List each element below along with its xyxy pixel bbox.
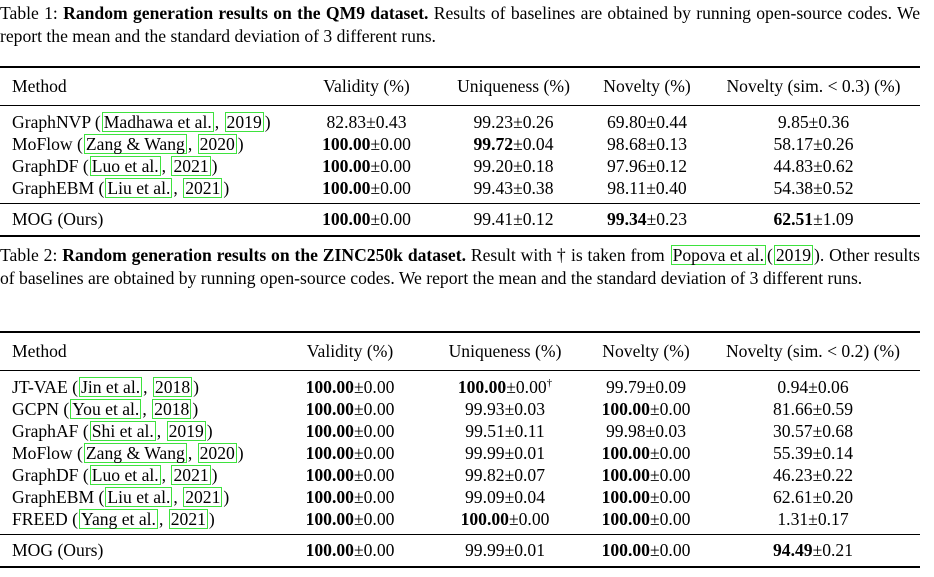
method-cell: GraphAF ( Shi et al. , 2019 ) bbox=[12, 421, 213, 441]
method-cell: GraphDF ( Luo et al. , 2021 ) bbox=[12, 465, 218, 485]
uniqueness-cell: 99.09±0.04 bbox=[464, 487, 546, 507]
validity-cell: 100.00±0.00 bbox=[322, 178, 411, 198]
table2-col-uniqueness: Uniqueness (%) bbox=[448, 341, 562, 361]
validity-cell: 100.00±0.00 bbox=[305, 421, 395, 441]
novelty-sim-cell: 94.49±0.21 bbox=[772, 540, 854, 560]
novelty-sim-cell: 0.94±0.06 bbox=[777, 377, 849, 397]
citation-year-link[interactable]: 2019 bbox=[168, 421, 204, 441]
method-cell: GraphEBM ( Liu et al. , 2021 ) bbox=[12, 487, 230, 507]
citation-year-link[interactable]: 2018 bbox=[154, 377, 191, 397]
table-row bbox=[0, 133, 920, 155]
table2-header-row bbox=[0, 332, 920, 371]
method-name: MoFlow bbox=[12, 134, 73, 154]
method-name: FREED bbox=[12, 509, 68, 529]
table1-header-row bbox=[0, 67, 920, 106]
citation-year-link[interactable]: 2021 bbox=[170, 509, 206, 529]
novelty-sim-cell: 81.66±0.59 bbox=[772, 399, 854, 419]
uniqueness-cell: 99.23±0.26 bbox=[473, 112, 554, 132]
validity-cell: 100.00±0.00 bbox=[322, 156, 411, 176]
validity-cell: 100.00±0.00 bbox=[322, 134, 411, 154]
table1-caption-title: Random generation results on the QM9 dataset. bbox=[63, 3, 429, 23]
table2-col-validity: Validity (%) bbox=[306, 341, 394, 361]
method-cell: GraphDF ( Luo et al. , 2021 ) bbox=[12, 156, 218, 176]
table2-col-method: Method bbox=[12, 341, 67, 361]
table2-caption-title: Random generation results on the ZINC250k dataset. bbox=[62, 245, 466, 265]
validity-cell: 100.00±0.00 bbox=[305, 399, 395, 419]
uniqueness-cell: 99.51±0.11 bbox=[465, 421, 545, 441]
validity-cell: 100.00±0.00 bbox=[305, 487, 395, 507]
uniqueness-cell: 99.93±0.03 bbox=[464, 399, 546, 419]
table1-col-validity: Validity (%) bbox=[323, 76, 410, 96]
uniqueness-cell: 99.72±0.04 bbox=[473, 134, 554, 154]
citation-year-link[interactable]: 2020 bbox=[199, 134, 235, 154]
method-name: MOG (Ours) bbox=[12, 209, 104, 229]
table2-caption-text-before: Result with † is taken from bbox=[470, 245, 665, 265]
method-name: GraphNVP bbox=[12, 112, 91, 132]
table1-col-novelty-sim: Novelty (sim. < 0.3) (%) bbox=[726, 76, 901, 96]
novelty-cell: 97.96±0.12 bbox=[606, 156, 688, 176]
novelty-sim-cell: 54.38±0.52 bbox=[773, 178, 854, 198]
table1-caption-text: Results of baselines are obtained by running open-source codes. We report the mean and the standard deviation of 3 different runs. bbox=[0, 3, 920, 46]
validity-cell: 100.00±0.00 bbox=[305, 465, 395, 485]
method-name: JT-VAE bbox=[12, 377, 68, 397]
uniqueness-cell: 99.20±0.18 bbox=[473, 156, 554, 176]
validity-cell: 100.00±0.00 bbox=[305, 443, 395, 463]
citation-link[interactable]: Shi et al. bbox=[91, 421, 154, 441]
citation-link[interactable]: Madhawa et al. bbox=[103, 112, 212, 132]
novelty-sim-cell: 62.61±0.20 bbox=[772, 487, 854, 507]
method-cell: MoFlow ( Zang & Wang , 2020 ) bbox=[12, 134, 244, 154]
uniqueness-cell: 99.99±0.01 bbox=[464, 443, 546, 463]
novelty-cell: 100.00±0.00 bbox=[601, 509, 691, 529]
method-cell: GCPN ( You et al. , 2018 ) bbox=[12, 399, 199, 419]
method-name: MoFlow bbox=[12, 443, 73, 463]
table2-caption: Table 2: Random generation results on the ZINC250k dataset. Result with † is taken from Popova et al. ( 2019 ). Other results of baselines are obtained by running open-source codes. We report the mean and the standard deviation of 3 different runs. bbox=[0, 245, 920, 288]
novelty-cell: 100.00±0.00 bbox=[601, 540, 691, 560]
table1-caption-label: Table 1: bbox=[0, 3, 58, 23]
validity-cell: 100.00±0.00 bbox=[305, 509, 395, 529]
table2-col-novelty-sim: Novelty (sim. < 0.2) (%) bbox=[725, 341, 901, 361]
method-cell: FREED ( Yang et al. , 2021 ) bbox=[12, 509, 215, 529]
citation-link[interactable]: Yang et al. bbox=[81, 509, 156, 529]
table-row bbox=[0, 106, 920, 134]
novelty-sim-cell: 44.83±0.62 bbox=[773, 156, 854, 176]
table1-caption bbox=[0, 2, 920, 48]
novelty-cell: 98.68±0.13 bbox=[606, 134, 688, 154]
uniqueness-cell: 100.00±0.00† bbox=[457, 377, 553, 397]
method-cell: GraphNVP ( Madhawa et al. , 2019 ) bbox=[12, 112, 271, 132]
validity-cell: 100.00±0.00 bbox=[305, 540, 395, 560]
validity-cell: 100.00±0.00 bbox=[305, 377, 395, 397]
novelty-cell: 99.98±0.03 bbox=[605, 421, 687, 441]
novelty-cell: 100.00±0.00 bbox=[601, 443, 691, 463]
citation-year-link[interactable]: 2018 bbox=[154, 399, 190, 419]
citation-link[interactable]: Liu et al. bbox=[107, 178, 171, 198]
method-name: MOG (Ours) bbox=[12, 540, 104, 560]
table-row bbox=[0, 486, 920, 508]
citation-year-link[interactable]: 2020 bbox=[199, 443, 235, 463]
citation-year-link[interactable]: 2019 bbox=[775, 245, 812, 265]
table-row bbox=[0, 508, 920, 535]
table-row bbox=[0, 442, 920, 464]
citation-year-link[interactable]: 2021 bbox=[185, 487, 221, 507]
table1-col-uniqueness: Uniqueness (%) bbox=[457, 76, 570, 96]
table-row bbox=[0, 398, 920, 420]
citation-link[interactable]: Luo et al. bbox=[91, 156, 159, 176]
table1 bbox=[0, 66, 920, 237]
novelty-sim-cell: 55.39±0.14 bbox=[772, 443, 854, 463]
method-name: GraphAF bbox=[12, 421, 79, 441]
table-row bbox=[0, 177, 920, 204]
table2-caption-label: Table 2: bbox=[0, 245, 58, 265]
citation-link[interactable]: Zang & Wang bbox=[85, 134, 185, 154]
citation-year-link[interactable]: 2019 bbox=[226, 112, 262, 132]
uniqueness-cell: 99.43±0.38 bbox=[473, 178, 554, 198]
table2-ours-row bbox=[0, 535, 920, 568]
novelty-sim-cell: 1.31±0.17 bbox=[777, 509, 849, 529]
uniqueness-cell: 99.82±0.07 bbox=[464, 465, 546, 485]
method-name: GraphDF bbox=[12, 156, 79, 176]
novelty-sim-cell: 62.51±1.09 bbox=[773, 209, 854, 229]
citation-link[interactable]: Popova et al. bbox=[672, 245, 764, 265]
uniqueness-cell: 99.99±0.01 bbox=[464, 540, 546, 560]
method-cell: JT-VAE ( Jin et al. , 2018 ) bbox=[12, 377, 199, 397]
table2-col-novelty: Novelty (%) bbox=[602, 341, 690, 361]
novelty-cell: 100.00±0.00 bbox=[601, 465, 691, 485]
method-name: GraphEBM bbox=[12, 487, 95, 507]
novelty-cell: 98.11±0.40 bbox=[607, 178, 687, 198]
novelty-cell: 69.80±0.44 bbox=[606, 112, 688, 132]
novelty-sim-cell: 30.57±0.68 bbox=[772, 421, 854, 441]
table-row bbox=[0, 155, 920, 177]
citation-year-link[interactable]: 2021 bbox=[185, 178, 221, 198]
table2-caption-text-after: ). Other results of baselines are obtained by running open-source codes. We report the mean and the standard deviation of 3 different runs. bbox=[0, 245, 920, 288]
novelty-sim-cell: 46.23±0.22 bbox=[772, 465, 854, 485]
table2 bbox=[0, 331, 920, 568]
table-row bbox=[0, 371, 920, 399]
novelty-cell: 100.00±0.00 bbox=[601, 487, 691, 507]
validity-cell: 82.83±0.43 bbox=[326, 112, 407, 132]
table-row bbox=[0, 420, 920, 442]
uniqueness-cell: 99.41±0.12 bbox=[473, 209, 554, 229]
novelty-cell: 100.00±0.00 bbox=[601, 399, 691, 419]
citation-link[interactable]: You et al. bbox=[72, 399, 140, 419]
table1-col-novelty: Novelty (%) bbox=[603, 76, 691, 96]
novelty-sim-cell: 58.17±0.26 bbox=[773, 134, 854, 154]
table1-ours-row bbox=[0, 204, 920, 237]
dagger-mark: † bbox=[546, 377, 553, 390]
method-name: GraphEBM bbox=[12, 178, 95, 198]
uniqueness-cell: 100.00±0.00 bbox=[460, 509, 550, 529]
citation-link[interactable]: Luo et al. bbox=[91, 465, 159, 485]
table1-col-method: Method bbox=[12, 76, 67, 96]
method-cell: GraphEBM ( Liu et al. , 2021 ) bbox=[12, 178, 230, 198]
table-row bbox=[0, 464, 920, 486]
citation-year-link[interactable]: 2021 bbox=[173, 465, 209, 485]
novelty-cell: 99.34±0.23 bbox=[606, 209, 688, 229]
citation-link[interactable]: Jin et al. bbox=[81, 377, 141, 397]
method-cell: MoFlow ( Zang & Wang , 2020 ) bbox=[12, 443, 244, 463]
method-name: GCPN bbox=[12, 399, 59, 419]
novelty-cell: 99.79±0.09 bbox=[605, 377, 687, 397]
citation-link[interactable]: Liu et al. bbox=[107, 487, 171, 507]
method-name: GraphDF bbox=[12, 465, 79, 485]
validity-cell: 100.00±0.00 bbox=[322, 209, 411, 229]
novelty-sim-cell: 9.85±0.36 bbox=[777, 112, 850, 132]
citation-year-link[interactable]: 2021 bbox=[173, 156, 209, 176]
citation-link[interactable]: Zang & Wang bbox=[85, 443, 185, 463]
